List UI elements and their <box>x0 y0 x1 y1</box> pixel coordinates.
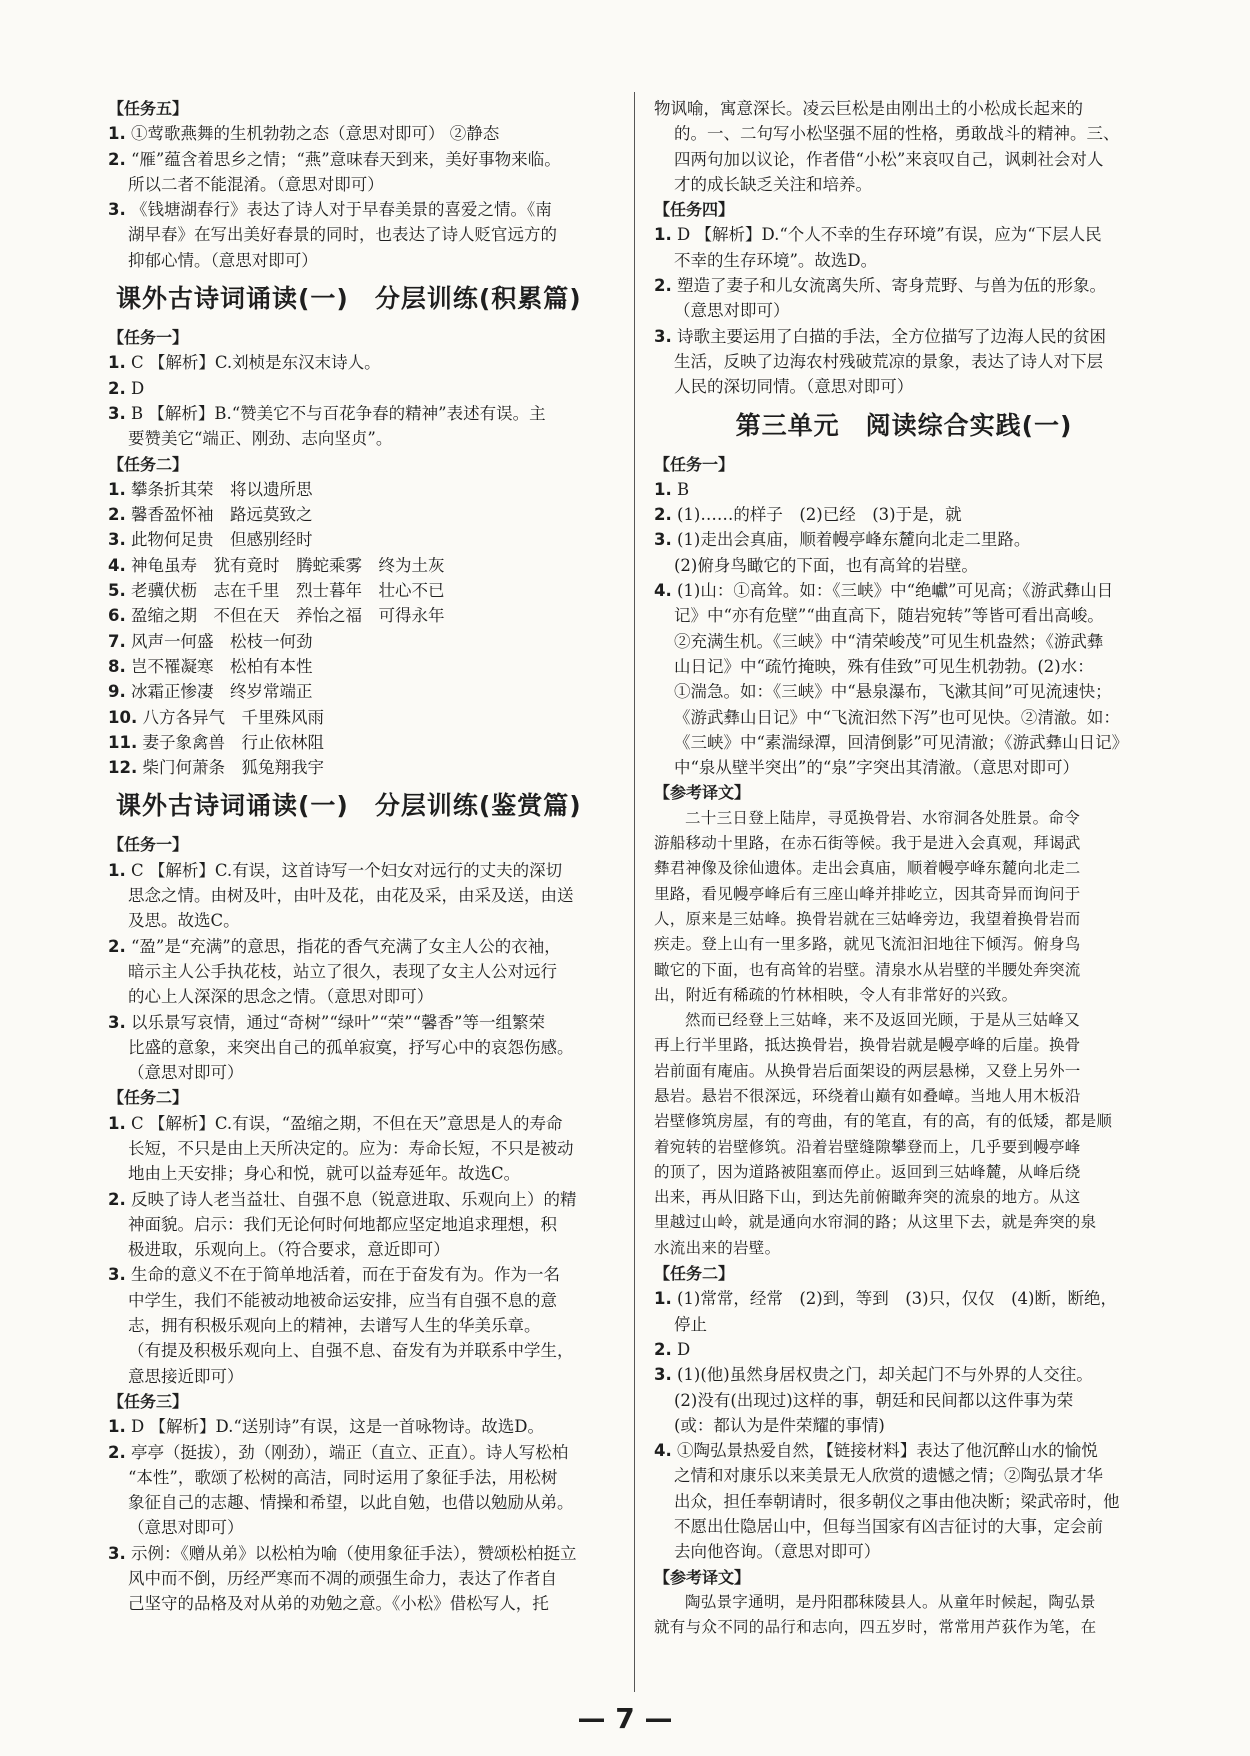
item-number: 10. <box>108 707 138 727</box>
text-line: 才的成长缺乏关注和培养。 <box>674 174 872 194</box>
text-line: 风中而不倒，历经严寒而不凋的顽强生命力，表达了作者自 <box>128 1569 557 1589</box>
item-number: 3. <box>108 1265 126 1285</box>
item-text: 老骥伏枥 志在千里 烈士暮年 壮心不已 <box>125 581 445 601</box>
text-line: 记》中“亦有危壁”“曲直高下，随岩宛转”等皆可看出高峻。 <box>674 606 1104 626</box>
answer-item <box>654 324 1154 349</box>
item-number: 1. <box>108 124 126 144</box>
item-text: (1)……的样子 (2)已经 (3)于是，就 <box>671 505 962 525</box>
item-text: 柴门何萧条 狐兔翔我宇 <box>137 758 324 778</box>
left-column <box>108 96 620 1617</box>
translation-line: 陶弘景字通明，是丹阳郡秣陵县人。从童年时候起，陶弘景 <box>685 1592 1096 1611</box>
text-line: 象征自己的志趣、情操和希望，以此自勉，也借以勉励从弟。 <box>128 1493 574 1513</box>
item-text: 妻子象禽兽 行止依林阻 <box>137 732 324 752</box>
answer-item <box>108 603 620 628</box>
item-number: 3. <box>654 1365 672 1385</box>
item-number: 3. <box>108 403 126 423</box>
answer-item <box>108 1440 620 1465</box>
answer-item <box>108 755 620 780</box>
text-line: 之情和对康乐以来美景无人欣赏的遗憾之情；②陶弘景才华 <box>674 1466 1103 1486</box>
task-label: 【任务四】 <box>654 200 735 220</box>
text-line: （有提及积极乐观向上、自强不息、奋发有为并联系中学生， <box>128 1341 574 1361</box>
text-line: 长短，不只是由上天所决定的。应为：寿命长短，不只是被动 <box>128 1138 574 1158</box>
item-text: 亭亭（挺拔），劲（刚劲），端正（直立、正直）。诗人写松柏 <box>125 1442 569 1462</box>
answer-item <box>108 1111 620 1136</box>
item-number: 2. <box>108 149 126 169</box>
text-line: “本性”，歌颂了松树的高洁，同时运用了象征手法，用松树 <box>128 1467 558 1487</box>
text-line: 出众，担任奉朝请时，很多朝仪之事由他决断；梁武帝时，他 <box>674 1491 1120 1511</box>
item-text: ①陶弘景热爱自然，【链接材料】表达了他沉醉山水的愉悦 <box>671 1441 1098 1461</box>
item-number: 3. <box>654 530 672 550</box>
translation-line: 彝君神像及徐仙遗体。走出会真庙，顺着幔亭峰东麓向北走二 <box>654 859 1081 878</box>
text-line: 意思接近即可） <box>128 1366 244 1386</box>
answer-item <box>108 629 620 654</box>
text-line: （意思对即可） <box>128 1063 244 1083</box>
text-line: ①湍急。如：《三峡》中“悬泉瀑布，飞漱其间”可见流速快； <box>674 682 1112 702</box>
text-line: (2)没有(出现过)这样的事，朝廷和民间都以这件事为荣 <box>674 1390 1074 1410</box>
task-label: 【参考译文】 <box>654 783 751 803</box>
item-number: 1. <box>108 479 126 499</box>
answer-item <box>654 1362 1154 1387</box>
item-text: 八方各异气 千里殊风雨 <box>137 707 324 727</box>
translation-line: 游船移动十里路，在赤石街等候。我于是进入会真观，拜谒武 <box>654 834 1081 853</box>
text-line: 停止 <box>674 1314 707 1334</box>
item-text: B 【解析】B.“赞美它不与百花争春的精神”表述有误。主 <box>125 403 546 423</box>
item-text: 馨香盈怀袖 路远莫致之 <box>125 505 313 525</box>
answer-item <box>108 350 620 375</box>
task-label: 【任务一】 <box>108 328 189 348</box>
text-line: 生活，反映了边海农村残破荒凉的景象，表达了诗人对下层 <box>674 351 1103 371</box>
text-line: 四两句加以议论，作者借“小松”来哀叹自己，讽刺社会对人 <box>674 149 1104 169</box>
text-line: 中“泉从壁半突出”的“泉”字突出其清澈。（意思对即可） <box>674 758 1079 778</box>
item-number: 6. <box>108 606 126 626</box>
item-number: 2. <box>108 936 126 956</box>
translation-line: 人，原来是三姑峰。换骨岩就在三姑峰旁边，我望着换骨岩而 <box>654 909 1081 928</box>
item-number: 2. <box>654 505 672 525</box>
text-line: （意思对即可） <box>674 301 790 321</box>
item-number: 1. <box>654 479 672 499</box>
translation-line: 再上行半里路，抵达换骨岩，换骨岩就是幔亭峰的后崖。换骨 <box>654 1036 1081 1055</box>
item-number: 3. <box>108 530 126 550</box>
item-text: “雁”蕴含着思乡之情；“燕”意味春天到来，美好事物来临。 <box>125 149 561 169</box>
translation-line: 里路，看见幔亭峰后有三座山峰并排屹立，因其奇异而询问于 <box>654 884 1081 903</box>
item-number: 8. <box>108 656 126 676</box>
answer-item <box>108 553 620 578</box>
item-text: (1)走出会真庙，顺着幔亭峰东麓向北走二里路。 <box>671 530 1031 550</box>
answer-item <box>108 1010 620 1035</box>
text-line: 《三峡》中“素湍绿潭，回清倒影”可见清澈；《游武彝山日记》 <box>674 732 1129 752</box>
translation-line: 出，附近有稀疏的竹林相映，令人有非常好的兴致。 <box>654 985 1018 1004</box>
item-text: 神龟虽寿 犹有竟时 腾蛇乘雾 终为土灰 <box>125 555 445 575</box>
text-line: 极进取，乐观向上。（符合要求，意近即可） <box>128 1240 450 1260</box>
translation-line: 就有与众不同的品行和志向，四五岁时，常常用芦荻作为笔，在 <box>654 1618 1097 1637</box>
item-number: 2. <box>108 505 126 525</box>
answer-item <box>108 401 620 426</box>
text-line: 要赞美它“端正、刚劲、志向坚贞”。 <box>128 429 393 449</box>
item-text: 塑造了妻子和儿女流离失所、寄身荒野、与兽为伍的形象。 <box>671 276 1106 296</box>
text-line: 神面貌。启示：我们无论何时何地都应坚定地追求理想，积 <box>128 1214 557 1234</box>
item-number: 1. <box>108 1113 126 1133</box>
text-line: 的心上人深深的思念之情。（意思对即可） <box>128 987 434 1007</box>
answer-item <box>108 934 620 959</box>
item-text: 以乐景写哀情，通过“奇树”“绿叶”“荣”“馨香”等一组繁荣 <box>125 1012 545 1032</box>
translation-line: 悬岩。悬岩不很深远，环绕着山巅有如叠嶂。当地人用木板沿 <box>654 1086 1081 1105</box>
right-column <box>654 96 1154 1641</box>
text-line: 及思。故选C。 <box>128 911 240 931</box>
text-line: (或：都认为是件荣耀的事情) <box>674 1415 885 1435</box>
item-number: 9. <box>108 682 126 702</box>
item-number: 4. <box>108 555 126 575</box>
item-number: 1. <box>108 860 126 880</box>
answer-item <box>108 654 620 679</box>
item-text: 攀条折其荣 将以遗所思 <box>125 479 313 499</box>
item-text: D <box>671 1339 691 1359</box>
item-number: 5. <box>108 581 126 601</box>
translation-line: 里越过山岭，就是通向水帘洞的路；从这里下去，就是奔突的泉 <box>654 1213 1097 1232</box>
text-line: 不幸的生存环境”。故选D。 <box>674 250 878 270</box>
translation-line: 然而已经登上三姑峰，来不及返回光顾，于是从三姑峰又 <box>685 1011 1081 1030</box>
item-text: “盈”是“充满”的意思，指花的香气充满了女主人公的衣袖， <box>125 936 561 956</box>
item-number: 11. <box>108 732 138 752</box>
item-text: D 【解析】D.“个人不幸的生存环境”有误，应为“下层人民 <box>671 225 1102 245</box>
task-label: 【任务二】 <box>654 1264 735 1284</box>
item-number: 12. <box>108 758 138 778</box>
section-heading: 课外古诗词诵读(一) 分层训练(鉴赏篇) <box>116 791 582 821</box>
answer-item <box>108 527 620 552</box>
item-text: 《钱塘湖春行》表达了诗人对于早春美景的喜爱之情。《南 <box>125 200 552 220</box>
answer-item <box>108 147 620 172</box>
item-number: 1. <box>108 353 126 373</box>
item-number: 1. <box>654 225 672 245</box>
item-number: 3. <box>108 1012 126 1032</box>
text-line: 所以二者不能混淆。（意思对即可） <box>128 174 384 194</box>
item-text: D 【解析】D.“送别诗”有误，这是一首咏物诗。故选D。 <box>125 1417 544 1437</box>
translation-line: 的顶了，因为道路被阻塞而停止。返回到三姑峰麓，从峰后绕 <box>654 1162 1081 1181</box>
task-label: 【任务五】 <box>108 99 189 118</box>
task-label: 【任务一】 <box>108 835 189 855</box>
item-text: (1)山：①高耸。如：《三峡》中“绝巘”可见高；《游武彝山日 <box>671 581 1114 601</box>
text-line: 去向他咨询。（意思对即可） <box>674 1542 881 1562</box>
translation-line: 疾走。登上山有一里多路，就见飞流汩汩地往下倾泻。俯身鸟 <box>654 935 1081 954</box>
item-text: 诗歌主要运用了白描的手法，全方位描写了边海人民的贫困 <box>671 326 1106 346</box>
answer-item <box>654 1337 1154 1362</box>
text-line: 中学生，我们不能被动地被命运安排，应当有自强不息的意 <box>128 1290 557 1310</box>
text-line: 比盛的意象，来突出自己的孤单寂寞，抒写心中的哀怨伤感。 <box>128 1037 574 1057</box>
answer-item <box>108 121 620 146</box>
item-number: 1. <box>654 1289 672 1309</box>
section-heading: 第三单元 阅读综合实践(一) <box>735 410 1073 440</box>
item-number: 3. <box>108 1543 126 1563</box>
answer-item <box>108 502 620 527</box>
item-text: ①莺歌燕舞的生机勃勃之态（意思对即可） ②静态 <box>125 124 500 144</box>
task-label: 【任务二】 <box>108 1088 189 1108</box>
answer-item <box>654 578 1154 603</box>
item-text: 岂不罹凝寒 松柏有本性 <box>125 656 313 676</box>
item-text: D <box>125 378 145 398</box>
item-text: 反映了诗人老当益壮、自强不息（锐意进取、乐观向上）的精 <box>125 1189 577 1209</box>
section-heading: 课外古诗词诵读(一) 分层训练(积累篇) <box>116 284 582 314</box>
item-number: 7. <box>108 631 126 651</box>
answer-item <box>108 1262 620 1287</box>
column-divider <box>634 92 635 1692</box>
item-text: (1)常常，经常 (2)到，等到 (3)只，仅仅 (4)断，断绝， <box>671 1289 1117 1309</box>
item-number: 2. <box>654 1339 672 1359</box>
translation-line: 水流出来的岩壁。 <box>654 1238 781 1257</box>
answer-item <box>108 1541 620 1566</box>
item-text: C 【解析】C.有误，“盈缩之期，不但在天”意思是人的寿命 <box>125 1113 563 1133</box>
task-label: 【参考译文】 <box>654 1567 751 1587</box>
answer-item <box>654 222 1154 247</box>
item-number: 2. <box>108 1442 126 1462</box>
text-line: 己坚守的品格及对从弟的劝勉之意。《小松》借松写人，托 <box>128 1594 549 1614</box>
translation-line: 出来，再从旧路下山，到达先前俯瞰奔突的流泉的地方。从这 <box>654 1188 1081 1207</box>
text-line: 地由上天安排；身心和悦，就可以益寿延年。故选C。 <box>128 1164 521 1184</box>
text-line: ②充满生机。《三峡》中“清荣峻茂”可见生机盎然；《游武彝 <box>674 631 1104 651</box>
task-label: 【任务二】 <box>108 454 189 474</box>
text-line: 物讽喻，寓意深长。凌云巨松是由刚出土的小松成长起来的 <box>654 99 1083 118</box>
item-number: 2. <box>108 1189 126 1209</box>
item-number: 2. <box>108 378 126 398</box>
answer-item <box>108 376 620 401</box>
answer-item <box>108 578 620 603</box>
text-line: 抑郁心情。（意思对即可） <box>128 250 318 270</box>
answer-item <box>108 858 620 883</box>
answer-item <box>654 1438 1154 1463</box>
task-label: 【任务一】 <box>654 454 735 474</box>
item-text: 生命的意义不在于简单地活着，而在于奋发有为。作为一名 <box>125 1265 560 1285</box>
answer-item <box>654 1286 1154 1311</box>
text-line: 山日记》中“疏竹掩映，殊有佳致”可见生机勃勃。(2)水： <box>674 656 1094 676</box>
item-text: 此物何足贵 但感别经时 <box>125 530 313 550</box>
text-line: 暗示主人公手执花枝，站立了很久，表现了女主人公对远行 <box>128 961 557 981</box>
translation-line: 岩壁修筑房屋，有的弯曲，有的笔直，有的高，有的低矮，都是顺 <box>654 1112 1113 1131</box>
item-number: 1. <box>108 1417 126 1437</box>
text-line: 不愿出仕隐居山中，但每当国家有凶吉征讨的大事，定会前 <box>674 1517 1103 1537</box>
answer-item <box>108 679 620 704</box>
answer-item <box>654 502 1154 527</box>
item-number: 4. <box>654 1441 672 1461</box>
answer-item <box>108 705 620 730</box>
answer-item <box>108 1414 620 1439</box>
translation-line: 着宛转的岩壁修筑。沿着岩壁缝隙攀登而上，几乎要到幔亭峰 <box>654 1137 1081 1156</box>
text-line: （意思对即可） <box>128 1518 244 1538</box>
text-line: 湖早春》在写出美好春景的同时，也表达了诗人贬官远方的 <box>128 225 557 245</box>
answer-item <box>654 273 1154 298</box>
item-text: 盈缩之期 不但在天 养怡之福 可得永年 <box>125 606 445 626</box>
text-line: 志，拥有积极乐观向上的精神，去谱写人生的华美乐章。 <box>128 1316 541 1336</box>
text-line: 思念之情。由树及叶，由叶及花，由花及采，由采及送，由送 <box>128 886 574 906</box>
item-text: 冰霜正惨凄 终岁常端正 <box>125 682 313 702</box>
answer-item <box>108 730 620 755</box>
answer-item <box>108 1187 620 1212</box>
answer-item <box>654 477 1154 502</box>
item-number: 3. <box>108 200 126 220</box>
page-number: — 7 — <box>577 1702 673 1735</box>
text-line: 《游武彝山日记》中“飞流汩然下泻”也可见快。②清澈。如： <box>674 707 1120 727</box>
item-number: 3. <box>654 326 672 346</box>
text-line: (2)俯身鸟瞰它的下面，也有高耸的岩壁。 <box>674 555 978 575</box>
answer-item <box>108 477 620 502</box>
item-text: C 【解析】C.刘桢是东汉末诗人。 <box>125 353 381 373</box>
answer-item <box>108 197 620 222</box>
item-number: 4. <box>654 581 672 601</box>
item-text: B <box>671 479 690 499</box>
translation-line: 岩前面有庵庙。从换骨岩后面架设的两层悬梯，又登上另外一 <box>654 1061 1081 1080</box>
item-text: 风声一何盛 松枝一何劲 <box>125 631 313 651</box>
answer-item <box>654 527 1154 552</box>
item-text: C 【解析】C.有误，这首诗写一个妇女对远行的丈夫的深切 <box>125 860 563 880</box>
task-label: 【任务三】 <box>108 1391 189 1411</box>
item-text: (1)(他)虽然身居权贵之门，却关起门不与外界的人交往。 <box>671 1365 1093 1385</box>
text-line: 人民的深切同情。（意思对即可） <box>674 377 914 397</box>
translation-line: 瞰它的下面，也有高耸的岩壁。清泉水从岩壁的半腰处奔突流 <box>654 960 1081 979</box>
item-number: 2. <box>654 276 672 296</box>
text-line: 的。一、二句写小松坚强不屈的性格，勇敢战斗的精神。三、 <box>674 124 1120 144</box>
translation-line: 二十三日登上陆岸，寻觅换骨岩、水帘洞各处胜景。命令 <box>685 808 1081 827</box>
item-text: 示例：《赠从弟》以松柏为喻（使用象征手法），赞颂松柏挺立 <box>125 1543 577 1563</box>
